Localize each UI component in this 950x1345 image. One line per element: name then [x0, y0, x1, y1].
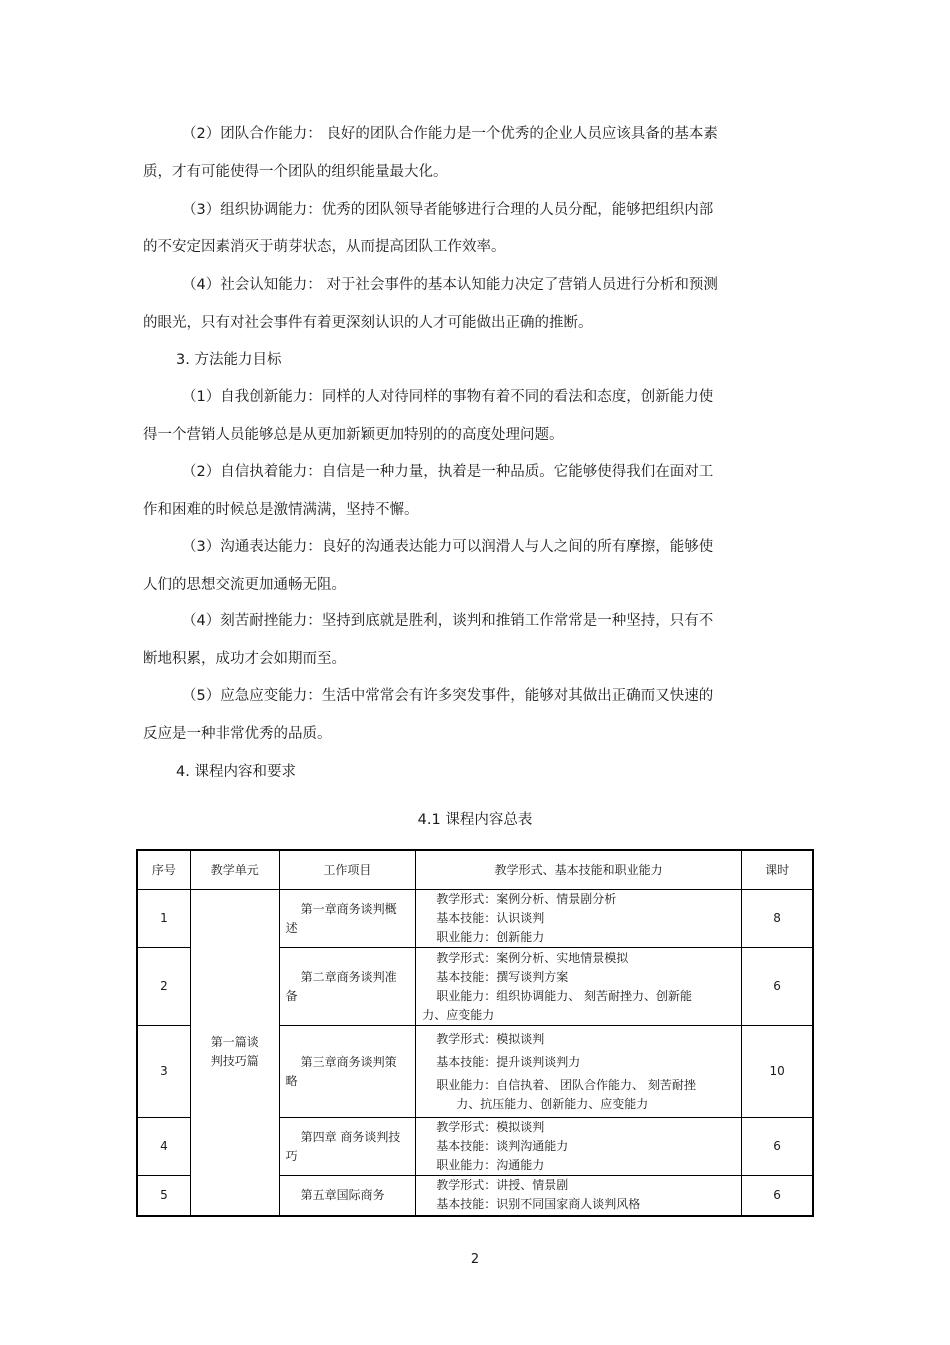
table-caption: 4.1 课程内容总表	[417, 812, 533, 828]
skill-line: 教学形式：模拟谈判	[436, 1120, 545, 1134]
table-header-row	[137, 850, 813, 890]
cell-hours: 10	[742, 1026, 813, 1118]
cell-hours: 6	[742, 948, 813, 1026]
skill-line: 力、抗压能力、创新能力、应变能力	[456, 1096, 649, 1111]
cell-seq: 3	[137, 1026, 190, 1118]
paragraph-line: 反应是一种非常优秀的品质。	[143, 726, 332, 742]
cell-item	[279, 1118, 416, 1176]
item-text: 第四章 商务谈判技巧	[285, 1129, 401, 1163]
item-text: 第三章商务谈判策略	[285, 1054, 397, 1088]
skill-line: 基本技能：谈判沟通能力	[436, 1139, 569, 1153]
cell-skills	[416, 1176, 742, 1216]
cell-unit	[190, 890, 279, 1216]
cell-item	[279, 1176, 416, 1216]
item-text: 第二章商务谈判准备	[285, 969, 397, 1003]
paragraph-line: （3）沟通表达能力：良好的沟通表达能力可以润滑人与人之间的所有摩擦，能够使	[182, 539, 714, 555]
cell-skills	[416, 948, 742, 1026]
paragraph-line: （4）社会认知能力： 对于社会事件的基本认知能力决定了营销人员进行分析和预测	[182, 277, 718, 293]
skill-line: 职业能力：自信执着、 团队合作能力、 刻苦耐挫	[436, 1077, 696, 1092]
paragraph-line: 的不安定因素消灭于萌芽状态，从而提高团队工作效率。	[143, 239, 506, 255]
header-seq: 序号	[137, 850, 190, 890]
cell-skills	[416, 890, 742, 948]
skill-line: 职业能力：创新能力	[436, 930, 545, 944]
paragraph-line: （2）团队合作能力： 良好的团队合作能力是一个优秀的企业人员应该具备的基本素	[182, 126, 718, 142]
skill-line: 职业能力：组织协调能力、 刻苦耐挫力、创新能	[436, 988, 693, 1003]
paragraph-line: 质，才有可能使得一个团队的组织能量最大化。	[143, 164, 448, 180]
skill-line: 教学形式：案例分析、情景剧分析	[436, 892, 617, 906]
skill-line: 职业能力：沟通能力	[436, 1158, 545, 1172]
paragraph-line: （5）应急应变能力：生活中常常会有许多突发事件，能够对其做出正确而又快速的	[182, 688, 714, 704]
item-text: 第一章商务谈判概述	[285, 901, 397, 935]
skill-line: 基本技能：识别不同国家商人谈判风格	[436, 1197, 641, 1212]
cell-hours: 8	[742, 890, 813, 948]
header-hours: 课时	[742, 850, 813, 890]
skill-line: 教学形式：模拟谈判	[436, 1031, 545, 1046]
paragraph-line: （2）自信执着能力：自信是一种力量，执着是一种品质。它能够使得我们在面对工	[182, 464, 714, 480]
skill-line: 基本技能：认识谈判	[436, 911, 545, 925]
paragraph-line: 作和困难的时候总是激情满满，坚持不懈。	[143, 502, 419, 518]
cell-seq: 4	[137, 1118, 190, 1176]
header-unit: 教学单元	[190, 850, 279, 890]
cell-skills	[416, 1026, 742, 1118]
cell-seq: 1	[137, 890, 190, 948]
unit-line: 第一篇谈	[210, 1035, 259, 1050]
cell-hours: 6	[742, 1118, 813, 1176]
cell-item	[279, 1026, 416, 1118]
skill-line: 基本技能：撰写谈判方案	[436, 969, 569, 984]
paragraph-line: （3）组织协调能力：优秀的团队领导者能够进行合理的人员分配，能够把组织内部	[182, 202, 714, 218]
skill-line: 教学形式：讲授、情景剧	[436, 1178, 569, 1193]
cell-item	[279, 948, 416, 1026]
item-text: 第五章国际商务	[300, 1187, 385, 1202]
cell-seq: 2	[137, 948, 190, 1026]
page-number: 2	[470, 1252, 480, 1267]
section-heading: 3. 方法能力目标	[176, 352, 282, 368]
header-skills: 教学形式、基本技能和职业能力	[416, 850, 742, 890]
skill-line: 教学形式：案例分析、实地情景模拟	[436, 950, 629, 965]
section-heading: 4. 课程内容和要求	[176, 764, 296, 780]
paragraph-line: （4）刻苦耐挫能力：坚持到底就是胜利，谈判和推销工作常常是一种坚持，只有不	[182, 613, 714, 629]
cell-hours: 6	[742, 1176, 813, 1216]
paragraph-line: 人们的思想交流更加通畅无阻。	[143, 577, 346, 593]
course-content-table	[136, 849, 814, 1217]
skill-line: 力、应变能力	[422, 1007, 495, 1022]
paragraph-line: 得一个营销人员能够总是从更加新颖更加特别的的高度处理问题。	[143, 427, 564, 443]
paragraph-line: 断地积累，成功才会如期而至。	[143, 651, 346, 667]
header-item: 工作项目	[279, 850, 416, 890]
cell-skills	[416, 1118, 742, 1176]
paragraph-line: （1）自我创新能力：同样的人对待同样的事物有着不同的看法和态度，创新能力使	[182, 389, 714, 405]
unit-line: 判技巧篇	[210, 1054, 259, 1069]
cell-item	[279, 890, 416, 948]
table-row	[137, 890, 813, 948]
cell-seq: 5	[137, 1176, 190, 1216]
skill-line: 基本技能：提升谈判谈判力	[436, 1054, 581, 1069]
paragraph-line: 的眼光，只有对社会事件有着更深刻认识的人才可能做出正确的推断。	[143, 315, 593, 331]
